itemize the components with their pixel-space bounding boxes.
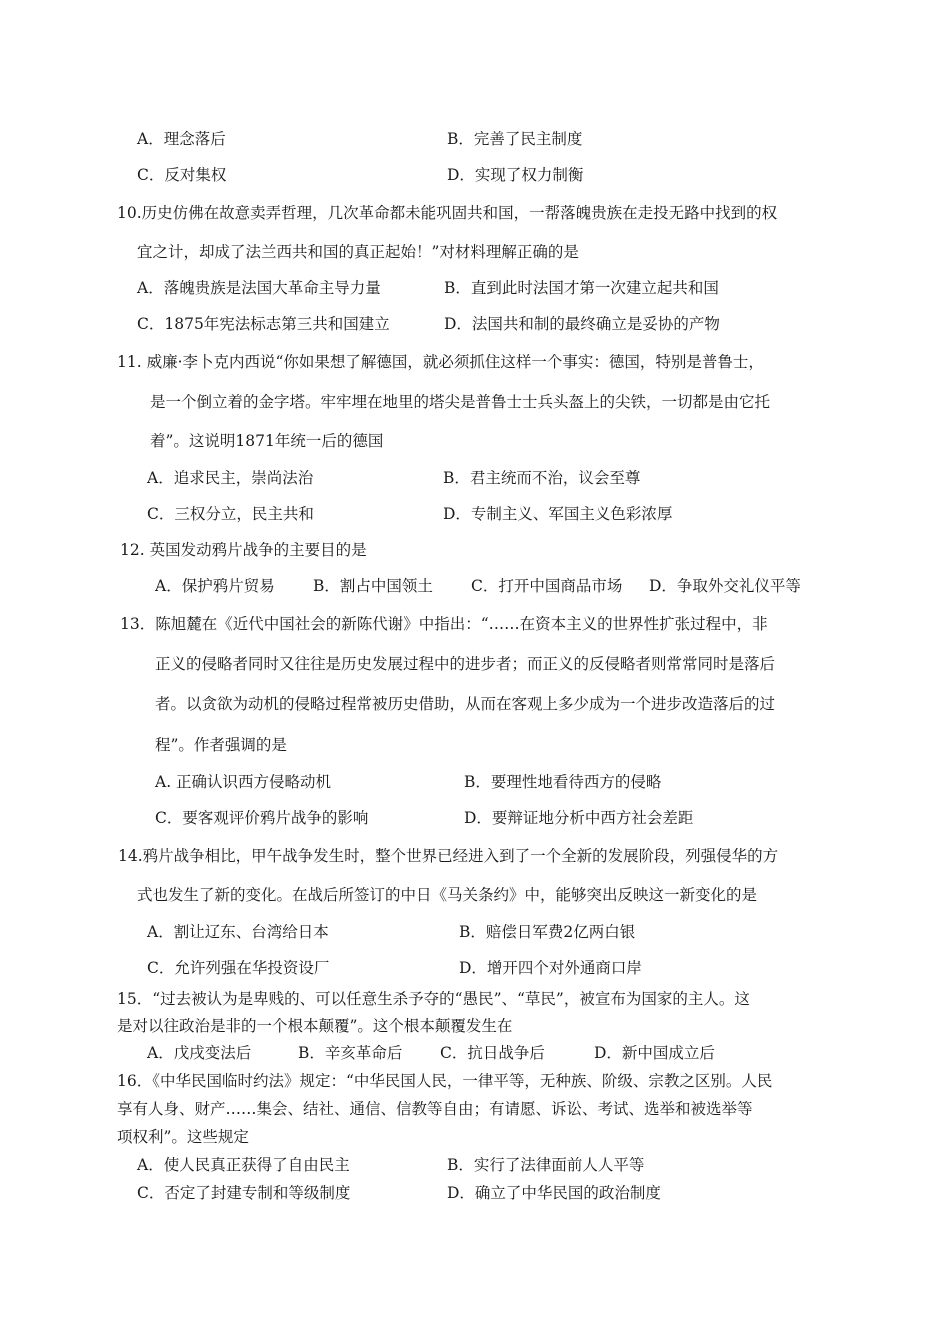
q13-option-b: B．要理性地看待西方的侵略 xyxy=(464,773,662,791)
q15-option-b: B．辛亥革命后 xyxy=(298,1044,403,1062)
q15-stem-line-2: 是对以往政治是非的一个根本颠覆”。这个根本颠覆发生在 xyxy=(117,1017,513,1035)
q14-stem-line-2: 式也发生了新的变化。在战后所签订的中日《马关条约》中，能够突出反映这一新变化的是 xyxy=(137,886,758,904)
q13-stem-line-4: 程”。作者强调的是 xyxy=(155,736,287,754)
q11-stem-line-3: 着”。这说明1871年统一后的德国 xyxy=(150,432,384,450)
q12-stem-line-1: 12. 英国发动鸦片战争的主要目的是 xyxy=(120,541,367,559)
q16-option-b: B．实行了法律面前人人平等 xyxy=(447,1156,645,1174)
q12-option-a: A．保护鸦片贸易 xyxy=(155,577,275,595)
q16-stem-line-1: 16．《中华民国临时约法》规定：“中华民国人民，一律平等，无种族、阶级、宗教之区别。人民 xyxy=(117,1072,773,1090)
q10-option-d: D．法国共和制的最终确立是妥协的产物 xyxy=(444,315,720,333)
q9-option-c: C．反对集权 xyxy=(137,166,227,184)
q15-option-c: C．抗日战争后 xyxy=(440,1044,545,1062)
q16-option-c: C．否定了封建专制和等级制度 xyxy=(137,1184,351,1202)
q15-option-d: D．新中国成立后 xyxy=(594,1044,715,1062)
q13-stem-line-2: 正义的侵略者同时又往往是历史发展过程中的进步者；而正义的反侵略者则常常同时是落后 xyxy=(155,655,776,673)
q13-option-c: C．要客观评价鸦片战争的影响 xyxy=(155,809,369,827)
q11-option-c: C．三权分立，民主共和 xyxy=(147,505,314,523)
q10-stem-line-2: 宜之计，却成了法兰西共和国的真正起始！”对材料理解正确的是 xyxy=(137,243,579,261)
q9-option-a: A．理念落后 xyxy=(137,130,226,148)
q13-option-a: A. 正确认识西方侵略动机 xyxy=(155,773,332,791)
q9-option-b: B．完善了民主制度 xyxy=(447,130,583,148)
q11-stem-line-1: 11. 威廉·李卜克内西说“你如果想了解德国，就必须抓住这样一个事实：德国，特别是普鲁士， xyxy=(117,353,764,371)
q15-stem-line-1: 15．“过去被认为是卑贱的、可以任意生杀予夺的“愚民”、“草民”，被宣布为国家的主人。这 xyxy=(117,990,750,1008)
q10-stem-line-1: 10.历史仿佛在故意卖弄哲理，几次革命都未能巩固共和国，一帮落魄贵族在走投无路中找到的权 xyxy=(117,204,778,222)
q16-stem-line-2: 享有人身、财产……集会、结社、通信、信教等自由；有请愿、诉讼、考试、选举和被选举等 xyxy=(117,1100,753,1118)
q13-option-d: D．要辩证地分析中西方社会差距 xyxy=(464,809,694,827)
q10-option-b: B．直到此时法国才第一次建立起共和国 xyxy=(444,279,719,297)
q11-option-b: B．君主统而不治，议会至尊 xyxy=(443,469,641,487)
q13-stem-line-3: 者。以贪欲为动机的侵略过程常被历史借助，从而在客观上多少成为一个进步改造落后的过 xyxy=(155,695,776,713)
q14-option-b: B．赔偿日军费2亿两白银 xyxy=(459,923,636,941)
q11-stem-line-2: 是一个倒立着的金字塔。牢牢埋在地里的塔尖是普鲁士士兵头盔上的尖铁，一切都是由它托 xyxy=(150,393,771,411)
q15-option-a: A．戊戌变法后 xyxy=(147,1044,252,1062)
q11-option-a: A．追求民主，崇尚法治 xyxy=(147,469,314,487)
q14-option-d: D．增开四个对外通商口岸 xyxy=(459,959,642,977)
q12-option-d: D．争取外交礼仪平等 xyxy=(649,577,801,595)
q13-stem-line-1: 13．陈旭麓在《近代中国社会的新陈代谢》中指出：“……在资本主义的世界性扩张过程中，非 xyxy=(120,615,768,633)
q9-option-d: D．实现了权力制衡 xyxy=(447,166,584,184)
q14-option-c: C．允许列强在华投资设厂 xyxy=(147,959,330,977)
q14-option-a: A．割让辽东、台湾给日本 xyxy=(147,923,329,941)
q12-option-b: B．割占中国领土 xyxy=(313,577,433,595)
q11-option-d: D．专制主义、军国主义色彩浓厚 xyxy=(443,505,673,523)
q10-option-a: A．落魄贵族是法国大革命主导力量 xyxy=(137,279,381,297)
q12-option-c: C．打开中国商品市场 xyxy=(471,577,623,595)
q10-option-c: C．1875年宪法标志第三共和国建立 xyxy=(137,315,390,333)
q16-option-d: D．确立了中华民国的政治制度 xyxy=(447,1184,661,1202)
q14-stem-line-1: 14.鸦片战争相比，甲午战争发生时，整个世界已经进入到了一个全新的发展阶段，列强侵华的方 xyxy=(118,847,779,865)
q16-option-a: A．使人民真正获得了自由民主 xyxy=(137,1156,350,1174)
q16-stem-line-3: 项权利”。这些规定 xyxy=(117,1128,249,1146)
